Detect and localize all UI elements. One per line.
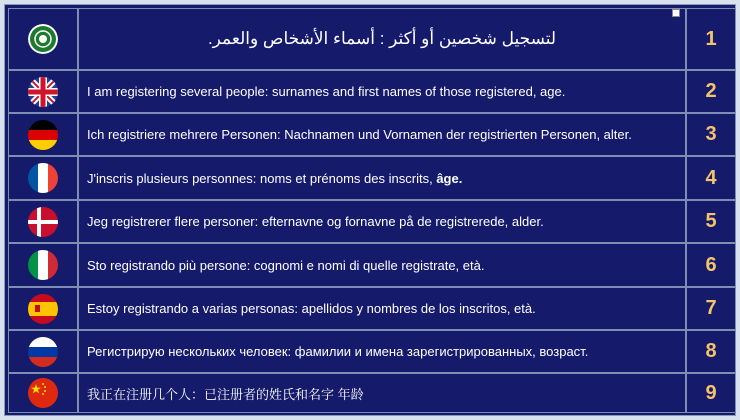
table-row [8, 243, 736, 287]
row-text: Ich registriere mehrere Personen: Nachnamen und Vornamen der registrierten Personen, alter. [78, 113, 686, 156]
spain-flag-icon [28, 294, 58, 324]
flag-cell [8, 330, 78, 373]
row-text: Jeg registrerer flere personer: efternavne og fornavne på de registrerede, alder. [78, 200, 686, 243]
table-row [8, 156, 736, 200]
row-number: 4 [686, 156, 736, 200]
row-text: I am registering several people: surnames and first names of those registered, age. [78, 70, 686, 113]
flag-cell [8, 373, 78, 413]
flag-cell [8, 113, 78, 156]
row-number: 1 [686, 8, 736, 70]
row-number: 8 [686, 330, 736, 373]
row-number: 5 [686, 200, 736, 243]
row-text [78, 156, 686, 200]
row-text: 我正在注册几个人：已注册者的姓氏和名字 年龄 [78, 373, 686, 413]
flag-cell [8, 70, 78, 113]
russia-flag-icon [28, 337, 58, 367]
row-number: 6 [686, 243, 736, 287]
table-row [8, 287, 736, 330]
row-text-main: J'inscris plusieurs personnes: noms et prénoms des inscrits, [87, 170, 433, 186]
row-text: Sto registrando più persone: cognomi e nomi di quelle registrate, età. [78, 243, 686, 287]
table-row [8, 373, 736, 413]
flag-cell [8, 287, 78, 330]
row-number: 2 [686, 70, 736, 113]
table-row [8, 113, 736, 156]
uk-flag-icon [28, 77, 58, 107]
arab-league-emblem-icon [28, 24, 58, 54]
flag-cell [8, 8, 78, 70]
row-text: Регистрирую нескольких человек: фамилии и имена зарегистрированных, возраст. [78, 330, 686, 373]
france-flag-icon [28, 163, 58, 193]
row-text: Estoy registrando a varias personas: apellidos y nombres de los inscritos, età. [78, 287, 686, 330]
italy-flag-icon [28, 250, 58, 280]
flag-cell [8, 243, 78, 287]
row-text: لتسجيل شخصين أو أكثر : أسماء الأشخاص والعمر. [78, 8, 686, 70]
row-number: 9 [686, 373, 736, 413]
denmark-flag-icon [28, 207, 58, 237]
table-row [8, 330, 736, 373]
row-text-bold: âge. [436, 170, 463, 186]
row-number: 7 [686, 287, 736, 330]
germany-flag-icon [28, 120, 58, 150]
flag-cell [8, 156, 78, 200]
table-row [8, 70, 736, 113]
table-row [8, 8, 736, 70]
row-number: 3 [686, 113, 736, 156]
china-flag-icon [28, 378, 58, 408]
flag-cell [8, 200, 78, 243]
table-row [8, 200, 736, 243]
